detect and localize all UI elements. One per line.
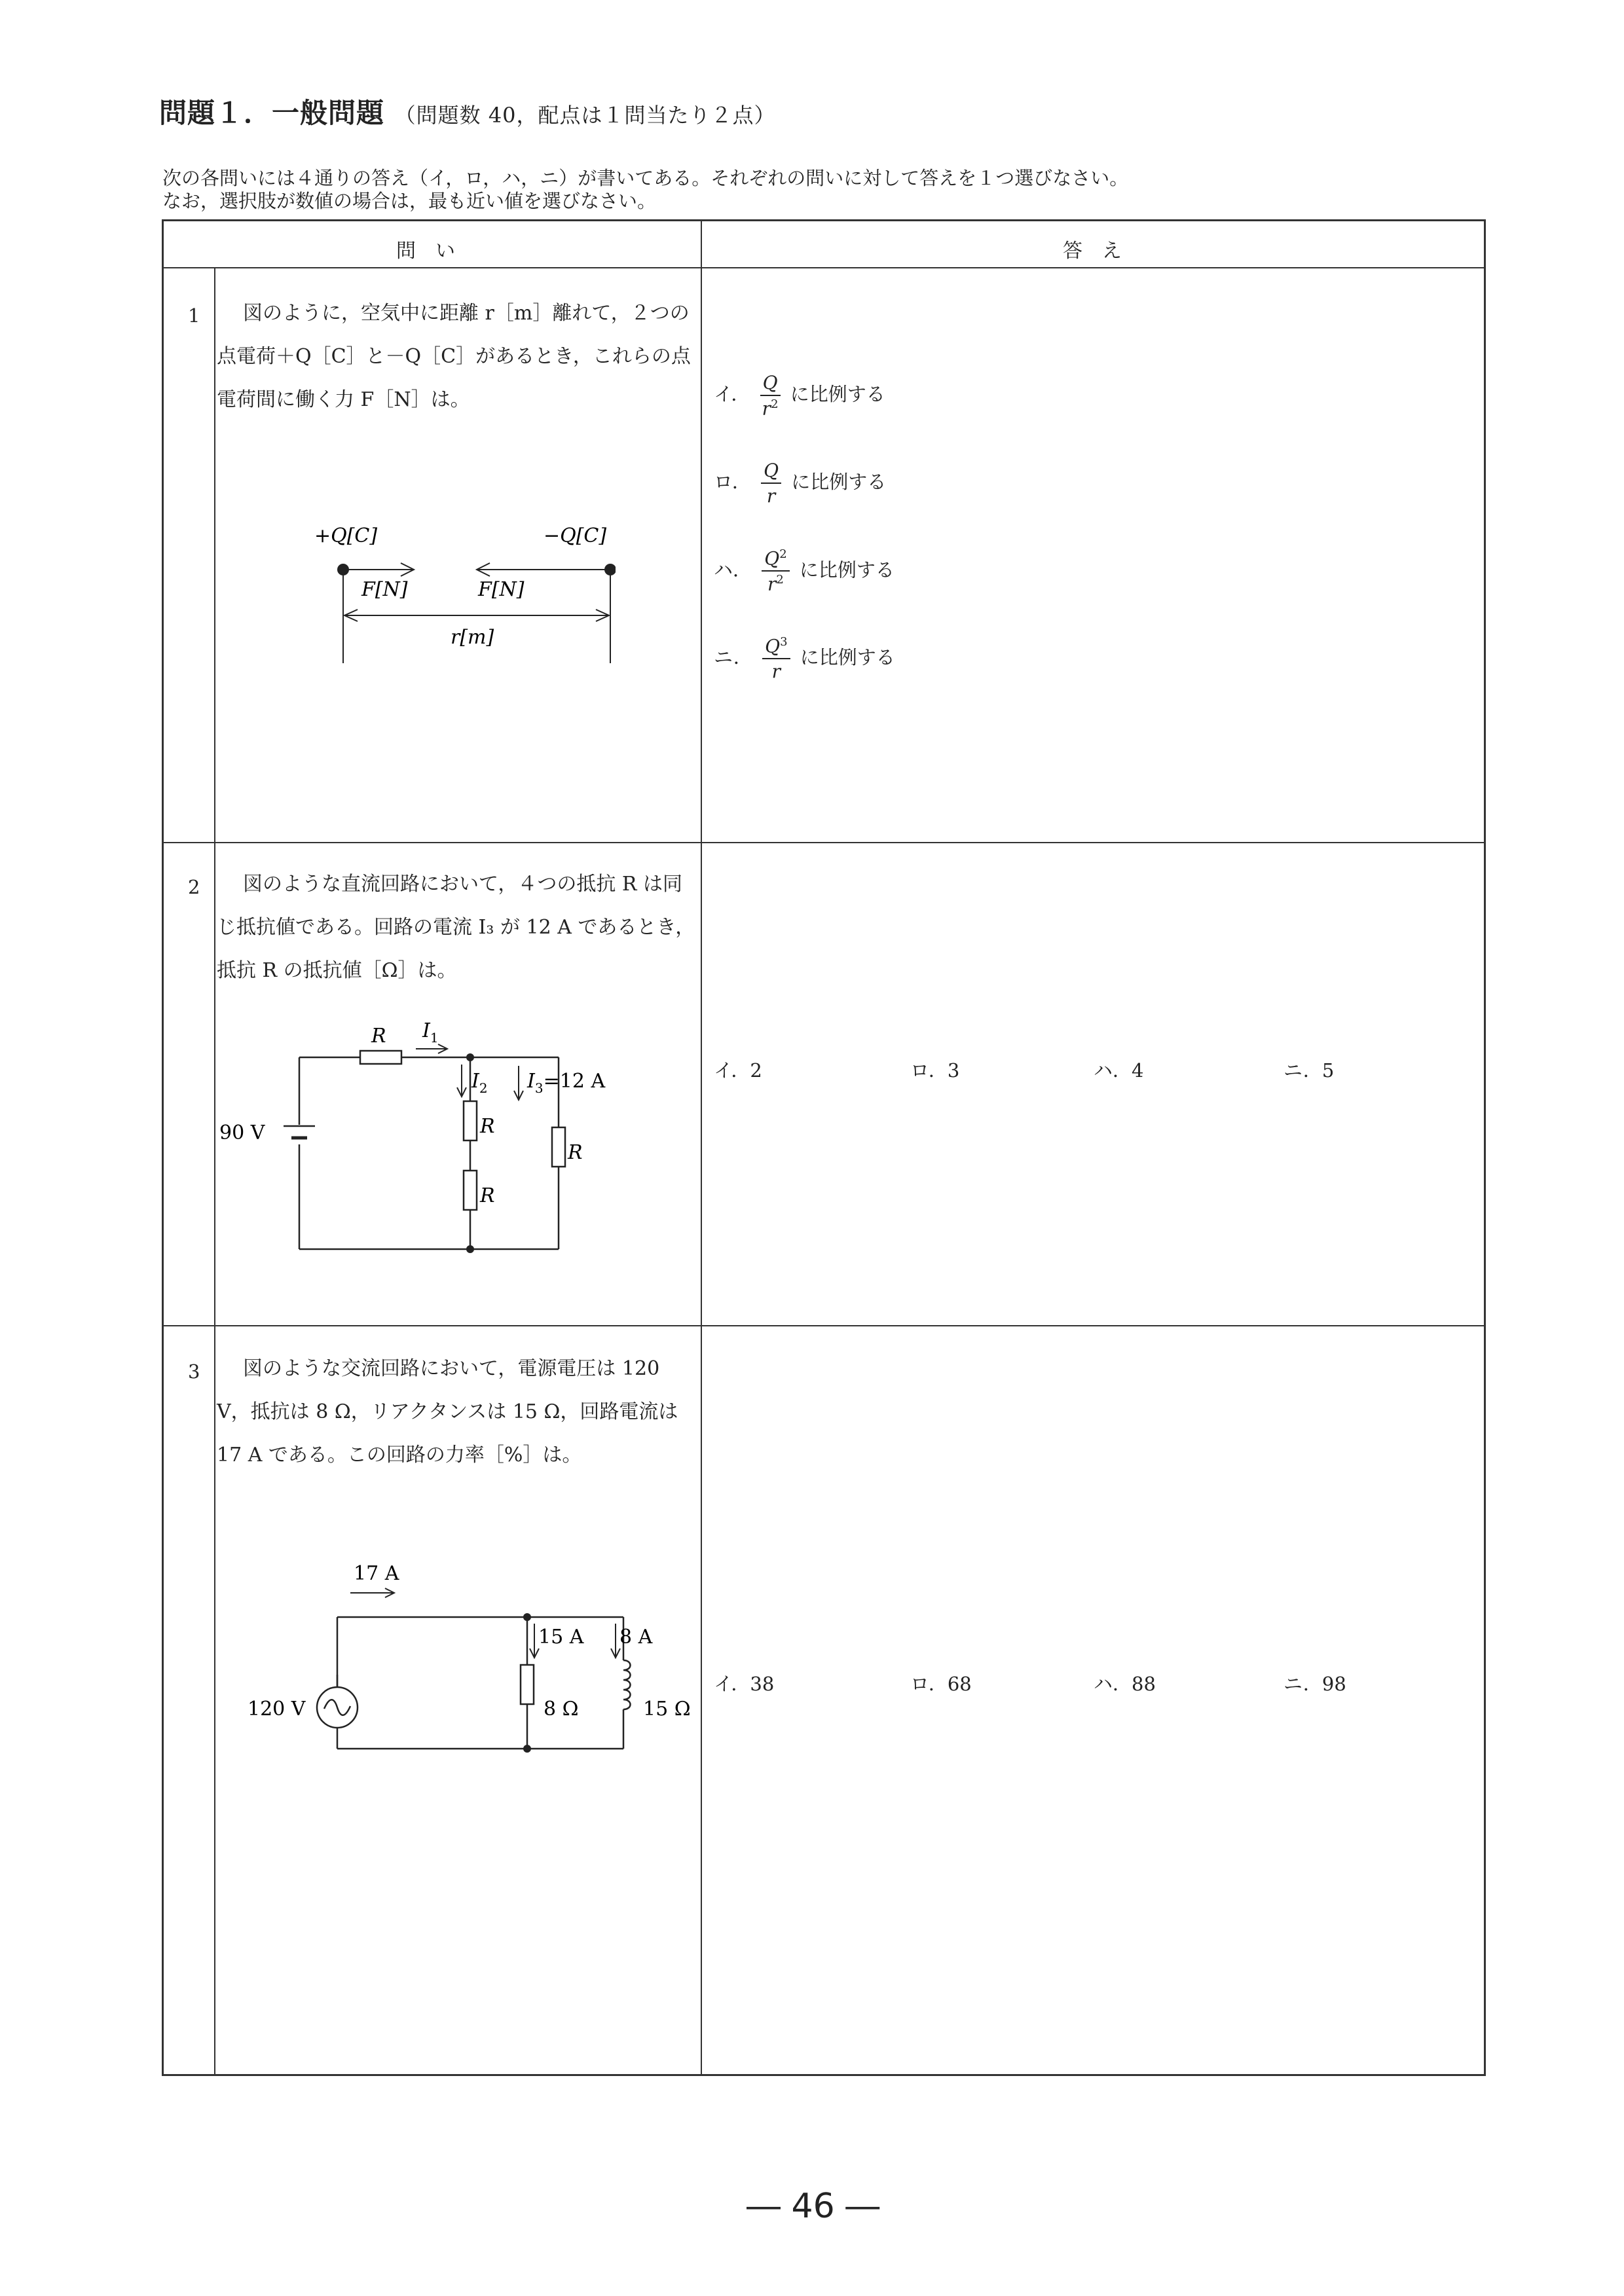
label-voltage: 120 V [248, 1698, 306, 1721]
fraction: $\frac{Q^2}{r^2}$ [762, 547, 789, 595]
charge-diagram [275, 516, 616, 673]
section-title: 問題１．一般問題 [159, 97, 385, 129]
row-divider-2 [164, 1325, 1484, 1326]
label-current-r: 15 A [538, 1626, 584, 1649]
junction-dot [523, 1613, 531, 1621]
label-r-right: R [568, 1141, 583, 1164]
resistor-right [552, 1127, 565, 1167]
question-table [162, 219, 1486, 2076]
answer-option-ro[interactable]: ロ．68 [910, 1673, 972, 1695]
answer-option-ni[interactable]: ニ． $\frac{Q^3}{r}$ に比例する [714, 635, 895, 683]
label-reactance: 15 Ω [643, 1698, 691, 1721]
fraction: $\frac{Q}{r}$ [761, 460, 781, 507]
minus-charge-dot [604, 564, 616, 575]
label-r-mid1: R [480, 1115, 495, 1138]
distance-label: r[m] [451, 626, 494, 649]
label-r-mid2: R [480, 1184, 495, 1207]
column-divider [701, 221, 702, 2074]
instruction-line-1: 次の各問いには４通りの答え（イ，ロ，ハ，ニ）が書いてある。それぞれの問いに対して答えを１つ選びなさい。 [162, 167, 1129, 189]
inductor-coil [623, 1660, 631, 1709]
resistor-middle-1 [464, 1101, 477, 1140]
label-r-top: R [371, 1025, 386, 1048]
question-text: 図のような交流回路において，電源電圧は 120 V，抵抗は 8 Ω，リアクタンスは 15 Ω，回路電流は 17 A である。この回路の力率［%］は。 [217, 1357, 678, 1467]
answer-option-ha[interactable]: ハ．88 [1094, 1673, 1156, 1695]
answer-option-i[interactable]: イ．38 [714, 1673, 775, 1695]
question-number: 1 [188, 304, 200, 327]
answer-option-ha[interactable]: ハ．4 [1094, 1059, 1144, 1082]
question-number: 2 [188, 876, 200, 898]
label-i2: $I_2$ [471, 1070, 488, 1096]
question-text: 図のように，空気中に距離 r［m］離れて，２つの点電荷＋Q［C］と－Q［C］があるとき，これらの点電荷間に働く力 F［N］は。 [217, 302, 691, 411]
header-divider [164, 267, 1484, 268]
label-i1: $I_1$ [422, 1019, 439, 1046]
answer-option-ha[interactable]: ハ． $\frac{Q^2}{r^2}$ に比例する [714, 547, 895, 595]
resistor-top [360, 1051, 401, 1064]
label-i3: $I_3=12$ A [527, 1070, 606, 1096]
question-number: 3 [188, 1360, 200, 1383]
answer-option-ro[interactable]: ロ． $\frac{Q}{r}$ に比例する [714, 460, 887, 507]
minus-charge-label: −Q[C] [544, 524, 607, 547]
dc-circuit-diagram [219, 1013, 697, 1269]
column-header-answer: 答え [1063, 240, 1141, 263]
instruction-line-2: なお，選択肢が数値の場合は，最も近い値を選びなさい。 [162, 190, 657, 212]
column-header-question: 問い [396, 240, 475, 263]
junction-dot [523, 1745, 531, 1753]
row-divider-1 [164, 842, 1484, 843]
force-label-left: F[N] [361, 578, 408, 601]
page-title [159, 92, 776, 131]
junction-dot [466, 1245, 474, 1253]
resistor-middle-2 [464, 1171, 477, 1210]
plus-charge-label: +Q[C] [314, 524, 378, 547]
section-subtitle: （問題数 40，配点は１問当たり２点） [394, 103, 776, 128]
page-number: ― 46 ― [747, 2187, 880, 2226]
answer-option-i[interactable]: イ．2 [714, 1059, 762, 1082]
junction-dot [466, 1053, 474, 1061]
number-column-divider [214, 267, 215, 2074]
label-current-total: 17 A [354, 1562, 399, 1585]
label-voltage: 90 V [219, 1121, 265, 1144]
resistor [521, 1665, 534, 1704]
fraction: $\frac{Q}{r^2}$ [760, 372, 781, 419]
answer-option-ni[interactable]: ニ．5 [1283, 1059, 1335, 1082]
fraction: $\frac{Q^3}{r}$ [762, 635, 790, 682]
answer-option-ro[interactable]: ロ．3 [910, 1059, 960, 1082]
answer-option-i[interactable]: イ． $\frac{Q}{r^2}$ に比例する [714, 372, 885, 420]
question-text: 図のような直流回路において，４つの抵抗 R は同じ抵抗値である。回路の電流 I₃ が 12 A であるとき，抵抗 R の抵抗値［Ω］は。 [217, 873, 695, 982]
label-current-x: 8 A [619, 1626, 653, 1649]
label-resistance: 8 Ω [544, 1698, 579, 1721]
force-label-right: F[N] [478, 578, 525, 601]
ac-circuit-diagram [242, 1544, 701, 1760]
answer-option-ni[interactable]: ニ．98 [1283, 1673, 1346, 1695]
